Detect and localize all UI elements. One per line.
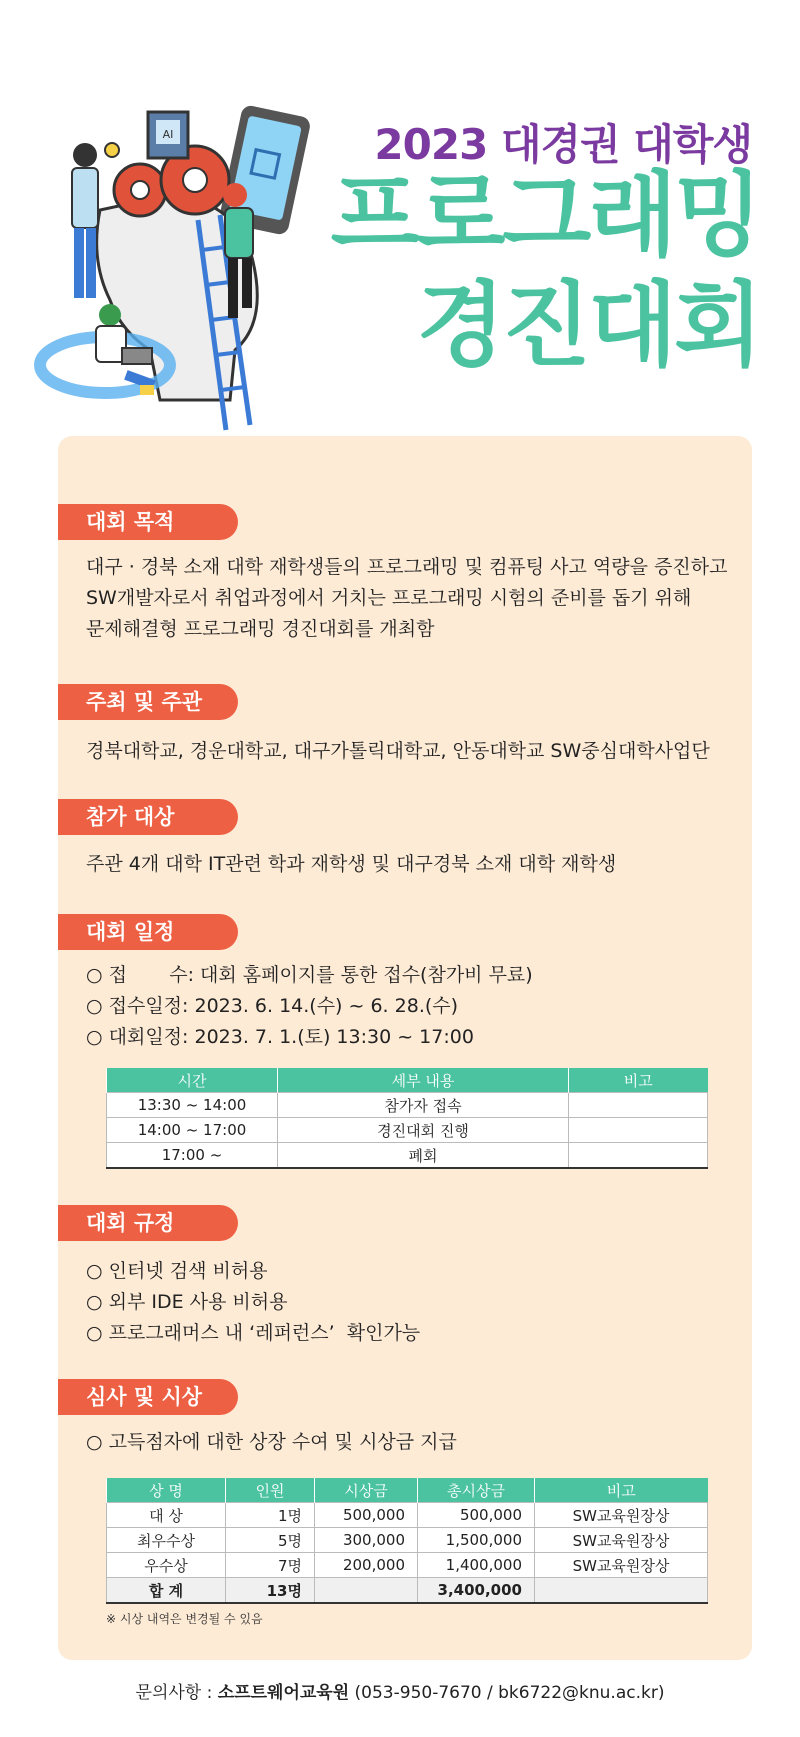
award-cell: 1명 [226,1503,315,1528]
schedule-item: ○ 접 수: 대회 홈페이지를 통한 접수(참가비 무료) [86,964,533,986]
awards-col-count: 인원 [226,1478,315,1503]
table-row [107,1118,708,1143]
award-cell: 1,500,000 [418,1528,535,1553]
schedule-heading: 대회 일정 [58,914,238,950]
award-cell: 5명 [226,1528,315,1553]
contact-footer [0,1678,800,1703]
award-cell: SW교육원장상 [535,1553,708,1578]
total-cell: 3,400,000 [418,1578,535,1604]
awards-table [106,1478,708,1604]
schedule-cell: 참가자 접속 [278,1093,569,1118]
host-heading: 주최 및 주관 [58,684,238,720]
table-row [107,1093,708,1118]
awards-col-name: 상 명 [107,1478,226,1503]
awards-col-note: 비고 [535,1478,708,1503]
schedule-list [86,960,533,1053]
award-cell: 1,400,000 [418,1553,535,1578]
purpose-heading: 대회 목적 [58,504,238,540]
awards-col-total: 총시상금 [418,1478,535,1503]
rule-item: ○ 외부 IDE 사용 비허용 [86,1291,288,1313]
table-row [107,1503,708,1528]
schedule-cell [569,1093,708,1118]
hero-banner [0,0,800,440]
coding-illustration [30,100,360,470]
purpose-line: 문제해결형 프로그래밍 경진대회를 개최함 [86,618,435,640]
ai-chip-label: AI [162,128,174,141]
schedule-cell [569,1143,708,1169]
schedule-cell [569,1118,708,1143]
title-line-1: 프로그래밍 [330,162,760,269]
schedule-cell: 17:00 ~ [107,1143,278,1169]
schedule-table [106,1068,708,1169]
table-row [107,1143,708,1169]
award-cell: SW교육원장상 [535,1528,708,1553]
awards-heading: 심사 및 시상 [58,1379,238,1415]
schedule-cell: 13:30 ~ 14:00 [107,1093,278,1118]
total-cell: 13명 [226,1578,315,1604]
schedule-col-note: 비고 [569,1068,708,1093]
total-cell: 합 계 [107,1578,226,1604]
award-cell: 500,000 [418,1503,535,1528]
total-cell [315,1578,418,1604]
rules-heading: 대회 규정 [58,1205,238,1241]
host-text: 경북대학교, 경운대학교, 대구가톨릭대학교, 안동대학교 SW중심대학사업단 [86,740,710,762]
schedule-col-detail: 세부 내용 [278,1068,569,1093]
event-year-subtitle: 2023 대경권 대학생 [374,120,752,169]
award-cell: 대 상 [107,1503,226,1528]
rules-list [86,1256,420,1349]
schedule-cell: 14:00 ~ 17:00 [107,1118,278,1143]
award-cell: 7명 [226,1553,315,1578]
purpose-line: SW개발자로서 취업과정에서 거치는 프로그래밍 시험의 준비를 돕기 위해 [86,587,692,609]
awards-col-prize: 시상금 [315,1478,418,1503]
award-cell: SW교육원장상 [535,1503,708,1528]
schedule-col-time: 시간 [107,1068,278,1093]
awards-note: ※ 시상 내역은 변경될 수 있음 [106,1612,263,1626]
awards-intro: ○ 고득점자에 대한 상장 수여 및 시상금 지급 [86,1431,457,1453]
table-row [107,1553,708,1578]
schedule-item: ○ 대회일정: 2023. 7. 1.(토) 13:30 ~ 17:00 [86,1026,474,1048]
award-cell: 최우수상 [107,1528,226,1553]
footer-prefix: 문의사항 : [135,1683,218,1703]
title-line-2: 경진대회 [416,272,760,379]
table-row [107,1528,708,1553]
footer-contact: (053-950-7670 / bk6722@knu.ac.kr) [349,1683,665,1703]
rule-item: ○ 프로그래머스 내 ‘레퍼런스’ 확인가능 [86,1322,421,1344]
rule-item: ○ 인터넷 검색 비허용 [86,1260,268,1282]
target-heading: 참가 대상 [58,799,238,835]
target-text: 주관 4개 대학 IT관련 학과 재학생 및 대구경북 소재 대학 재학생 [86,853,617,875]
schedule-cell: 경진대회 진행 [278,1118,569,1143]
schedule-item: ○ 접수일정: 2023. 6. 14.(수) ~ 6. 28.(수) [86,995,459,1017]
total-row [107,1578,708,1604]
award-cell: 우수상 [107,1553,226,1578]
purpose-line: 대구 · 경북 소재 대학 재학생들의 프로그래밍 및 컴퓨팅 사고 역량을 증진하고 [86,556,728,578]
total-cell [535,1578,708,1604]
purpose-text [86,552,746,645]
award-cell: 200,000 [315,1553,418,1578]
schedule-cell: 폐회 [278,1143,569,1169]
award-cell: 500,000 [315,1503,418,1528]
award-cell: 300,000 [315,1528,418,1553]
footer-org: 소프트웨어교육원 [217,1683,350,1703]
